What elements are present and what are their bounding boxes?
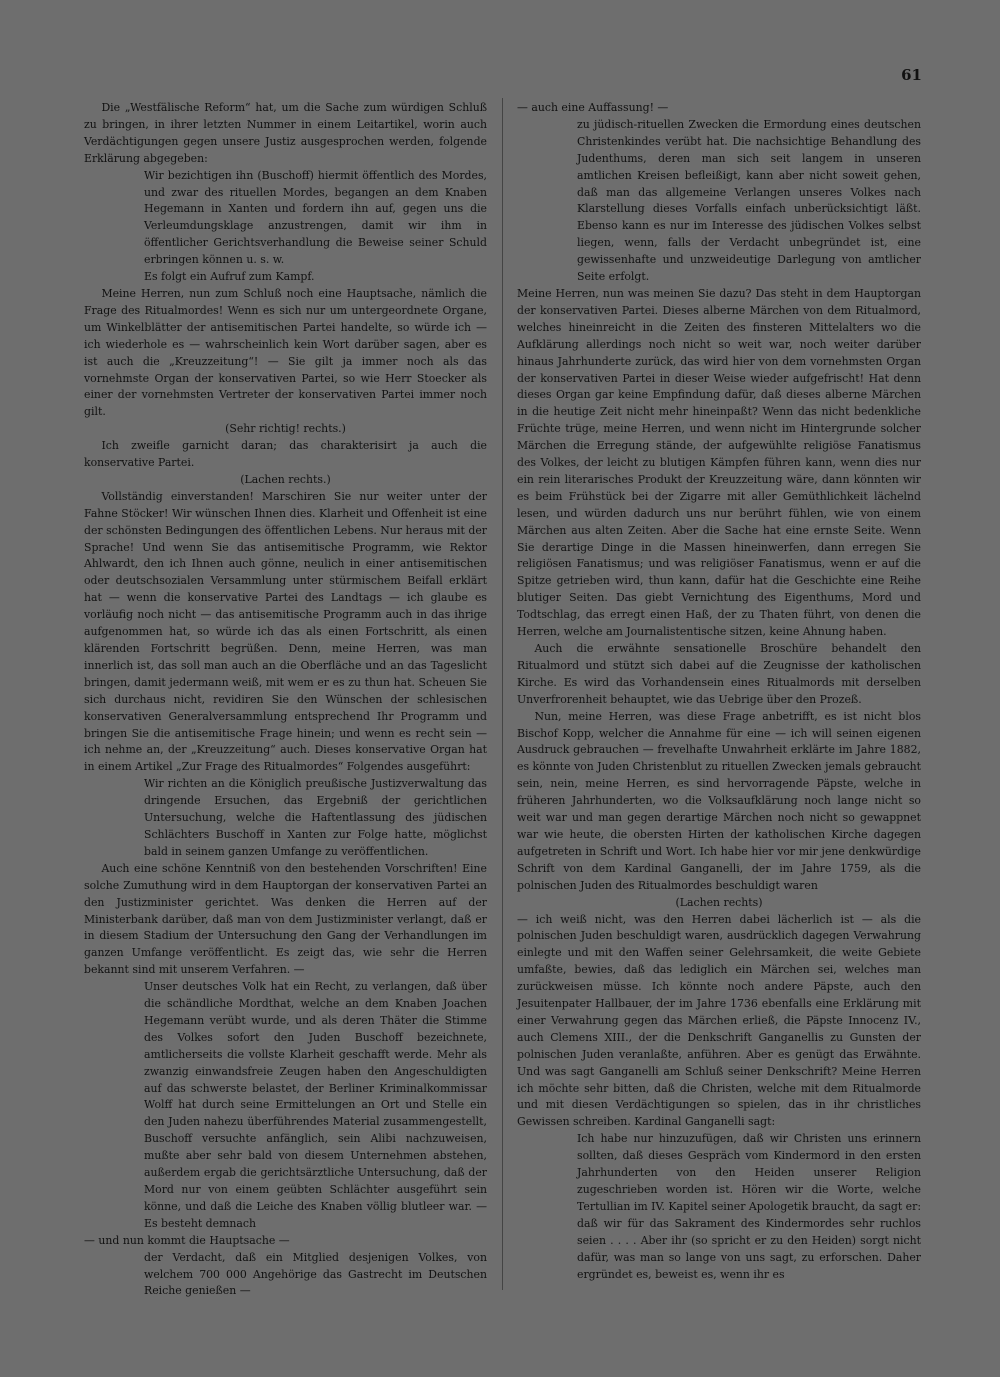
right-paragraph-3: Auch die erwähnte sensationelle Broschüre behandelt den Ritualmord und stützt sich dabei auf die Zeugnisse der katholischen Kirche. Es wird das Vorhandensein eines Ritualmords mit derselben Unverfrorenheit behauptet, wie das Uebrige über den Prozeß. (517, 642, 921, 706)
left-paragraph-3: Ich zweifle garnicht daran; das charakterisirt ja auch die konservative Partei. (84, 439, 487, 470)
left-paragraph-1: Die „Westfälische Reform“ hat, um die Sache zum würdigen Schluß zu bringen, in ihrer letzten Nummer in einem Leitartikel, worin auch Verdächtigungen gegen unsere Justiz ausgesprochen werden, folgende Erklärung abgegeben: (84, 101, 487, 165)
left-paragraph-4: Vollständig einverstanden! Marschiren Sie nur weiter unter der Fahne Stöcker! Wir wünschen Ihnen dies. Klarheit und Offenheit ist eine der schönsten Bedingungen des öffentlichen Lebens. Nur heraus mit der Sprache! Und wenn Sie das antisemitische Programm, wie Rektor Ahlwardt, den ich Ihnen auch gönne, neulich in einer antisemitischen oder deutschsozialen Versammlung unter stürmischem Beifall erklärt hat — wenn die konservative Partei des Landtags — ich glaube es vorläufig noch nicht — das antisemitische Programm auch in das ihrige aufgenommen hat, so würde ich das als einen Fortschritt, als einen klärenden Fortschritt begrüßen. Denn, meine Herren, was man innerlich ist, das soll man auch an die Oberfläche und an das Tageslicht bringen, damit jedermann weiß, mit wem er es zu thun hat. Scheuen Sie sich durchaus nicht, revidiren Sie den Wünschen der schlesischen konservativen Generalversammlung entsprechend Ihr Programm und bringen Sie die antisemitische Frage hinein; und wenn es recht sein — ich nehme an, der „Kreuzzeitung“ auch. Dieses konservative Organ hat in einem Artikel „Zur Frage des Ritualmordes“ Folgendes ausgeführt: (84, 489, 487, 774)
left-quote-4: der Verdacht, daß ein Mitglied desjenigen Volkes, von welchem 700 000 Angehörige das Gastrecht im Deutschen Reiche genießen — (144, 1250, 487, 1298)
left-paragraph-6: — und nun kommt die Hauptsache — (84, 1233, 290, 1247)
left-column (84, 100, 487, 1300)
right-paragraph-5: — ich weiß nicht, was den Herren dabei lächerlich ist — als die polnischen Juden beschuldigt waren, ausdrücklich dagegen Verwahrung einlegte und mit den Waffen seiner Gelehrsamkeit, die weite Gebiete umfaßte, bewies, daß das lediglich ein Märchen sei, welches man zurückweisen müsse. Ich könnte noch andere Päpste, auch den Jesuitenpater Hallbauer, der im Jahre 1736 ebenfalls eine Erklärung mit einer Verwahrung gegen das Märchen erließ, die Päpste Innocenz IV., auch Clemens XIII., der die Denkschrift Ganganellis zu Gunsten der polnischen Juden veranlaßte, anführen. Aber es genügt das Erwähnte. Und was sagt Ganganelli am Schluß seiner Denkschrift? Meine Herren ich möchte sehr bitten, daß die Christen, welche mit dem Ritualmorde und mit diesen Verdächtigungen so spielen, das in ihr christliches Gewissen schreiben. Kardinal Ganganelli sagt: (517, 912, 921, 1129)
right-paragraph-4: Nun, meine Herren, was diese Frage anbetrifft, es ist nicht blos Bischof Kopp, welcher die Annahme für eine — ich will seinen eigenen Ausdruck gebrauchen — frevelhafte Unwahrheit erklärte im Jahre 1882, es könnte von Juden Christenblut zu rituellen Zwecken jemals gebraucht sein, nein, meine Herren, es sind hervorragende Päpste, welche in früheren Jahrhunderten, wo die Volksaufklärung noch lange nicht so weit war und man gegen derartige Märchen noch nicht so gewappnet war wie heute, die obersten Hirten der katholischen Kirche dagegen aufgetreten in Schrift und Wort. Ich habe hier vor mir jene denkwürdige Schrift von dem Kardinal Ganganelli, der im Jahre 1759, als die polnischen Juden des Ritualmordes beschuldigt waren (517, 709, 921, 892)
right-paragraph-2: Meine Herren, nun was meinen Sie dazu? Das steht in dem Hauptorgan der konservativen Partei. Dieses alberne Märchen von dem Ritualmord, welches hineinreicht in die Zeiten des finsteren Mittelalters wo die Aufklärung allerdings noch nicht so weit war, noch weiter darüber hinaus Jahrhunderte zurück, das wird hier von dem vornehmsten Organ der konservativen Partei in dieser Weise wieder aufgefrischt! Hat denn dieses Organ gar keine Empfindung dafür, daß dieses alberne Märchen in die heutige Zeit nicht mehr hineinpaßt? Wenn das nicht bedenkliche Früchte trüge, meine Herren, und wenn nicht im Hintergrunde solcher Märchen die Erregung stände, der aufgewühlte religiöse Fanatismus des Volkes, der leicht zu blutigen Kämpfen führen kann, wenn dies nur ein rein literarisches Produkt der Kreuzzeitung wäre, dann könnten wir es beim Frühstück bei der Zigarre mit aller Gemüthlichkeit lächelnd lesen, und würden dadurch uns nur berührt fühlen, wie von einem Märchen aus alten Zeiten. Aber die Sache hat eine ernste Seite. Wenn Sie derartige Dinge in die Massen hineinwerfen, dann erregen Sie religiösen Fanatismus; und was religiöser Fanatismus, wenn er auf die Spitze getrieben wird, thun kann, dafür hat die Geschichte eine Reihe blutiger Seiten. Das giebt Vernichtung des Eigenthums, Mord und Todtschlag, das erregt einen Haß, der zu Thaten führt, von denen die Herren, welche am Journalistentische sitzen, keine Ahnung haben. (517, 286, 921, 639)
left-quote-3: Unser deutsches Volk hat ein Recht, zu verlangen, daß über die schändliche Mordthat, welche an dem Knaben Joachen Hegemann verübt wurde, und als deren Thäter die Stimme des Volkes sofort den Juden Buschoff bezeichnete, amtlicherseits die vollste Klarheit geschafft werde. Mehr als zwanzig einwandsfreie Zeugen haben den Angeschuldigten auf das schwerste belastet, der Berliner Kriminalkommissar Wolff hat durch seine Ermittelungen an Ort und Stelle ein den Juden nahezu überführendes Material zusammengestellt, Buschoff versuchte anfänglich, sein Alibi nachzuweisen, mußte aber sehr bald von diesem Unternehmen abstehen, außerdem ergab die gerichtsärztliche Untersuchung, daß der Mord nur von einem geübten Schlächter ausgeführt sein könne, und daß die Leiche des Knaben völlig blutleer war. — Es besteht demnach (144, 980, 487, 1230)
right-quote-2: Ich habe nur hinzuzufügen, daß wir Christen uns erinnern sollten, daß dieses Gespräch vom Kindermord in den ersten Jahrhunderten von den Heiden unserer Religion zugeschrieben worden ist. Hören wir die Worte, welche Tertullian im IV. Kapitel seiner Apologetik braucht, da sagt er: daß wir für das Sakrament des Kindermordes sehr ruchlos seien . . . . Aber ihr (so spricht er zu den Heiden) sorgt nicht dafür, was man so lange von uns sagt, zu erforschen. Daher ergründet es, beweist es, wenn ihr es (577, 1132, 921, 1281)
right-quote-1: zu jüdisch-rituellen Zwecken die Ermordung eines deutschen Christenkindes verübt hat. Die nachsichtige Behandlung des Judenthums, deren man sich seit langem in unseren amtlichen Kreisen befleißigt, kann aber nicht soweit gehen, daß man das allgemeine Verlangen unseres Volkes nach Klarstellung dieses Vorfalls einfach unberücksichtigt läßt. Ebenso kann es nur im Interesse des jüdischen Volkes selbst liegen, wenn, falls der Verdacht unbegründet ist, eine gewissenhafte und unzweideutige Darlegung von amtlicher Seite erfolgt. (577, 117, 921, 284)
right-remark-1: (Lachen rechts) (675, 895, 763, 909)
left-remark-2: (Lachen rechts.) (240, 472, 331, 486)
left-remark-1: (Sehr richtig! rechts.) (225, 422, 346, 436)
right-column (517, 100, 921, 1283)
column-rule (502, 98, 503, 1290)
left-quote-1-followup: Es folgt ein Aufruf zum Kampf. (144, 270, 315, 284)
left-paragraph-2: Meine Herren, nun zum Schluß noch eine Hauptsache, nämlich die Frage des Ritualmordes! Wenn es sich nur um untergeordnete Organe, um Winkelblätter der antisemitischen Partei handelte, so würde ich — ich wiederhole es — wahrscheinlich kein Wort darüber sagen, aber es ist auch die „Kreuzzeitung“! — Sie gilt ja immer noch als das vornehmste Organ der konservativen Partei, so wie Herr Stoecker als einer der vornehmsten Vertreter der konservativen Partei immer noch gilt. (84, 286, 487, 419)
left-paragraph-5: Auch eine schöne Kenntniß von den bestehenden Vorschriften! Eine solche Zumuthung wird in dem Hauptorgan der konservativen Partei an den Justizminister gerichtet. Was denken die Herren auf der Ministerbank darüber, daß man von dem Justizminister verlangt, daß er in diesem Stadium der Untersuchung den Gang der Verhandlungen im ganzen Umfange veröffentlicht. Es zeigt das, wie sehr die Herren bekannt sind mit unserem Verfahren. — (84, 861, 487, 977)
page-number: 61 (901, 66, 922, 84)
left-quote-2: Wir richten an die Königlich preußische Justizverwaltung das dringende Ersuchen, das Ergebniß der gerichtlichen Untersuchung, welche die Haftentlassung des jüdischen Schlächters Buschoff in Xanten zur Folge hatte, möglichst bald in seinem ganzen Umfange zu veröffentlichen. (144, 777, 487, 858)
right-paragraph-1: — auch eine Auffassung! — (517, 101, 669, 114)
left-quote-1: Wir bezichtigen ihn (Buschoff) hiermit öffentlich des Mordes, und zwar des rituellen Mordes, begangen an dem Knaben Hegemann in Xanten und fordern ihn auf, gegen uns die Verleumdungsklage anzustrengen, damit wir ihm in öffentlicher Gerichtsverhandlung die Beweise seiner Schuld erbringen können u. s. w. (144, 168, 487, 267)
